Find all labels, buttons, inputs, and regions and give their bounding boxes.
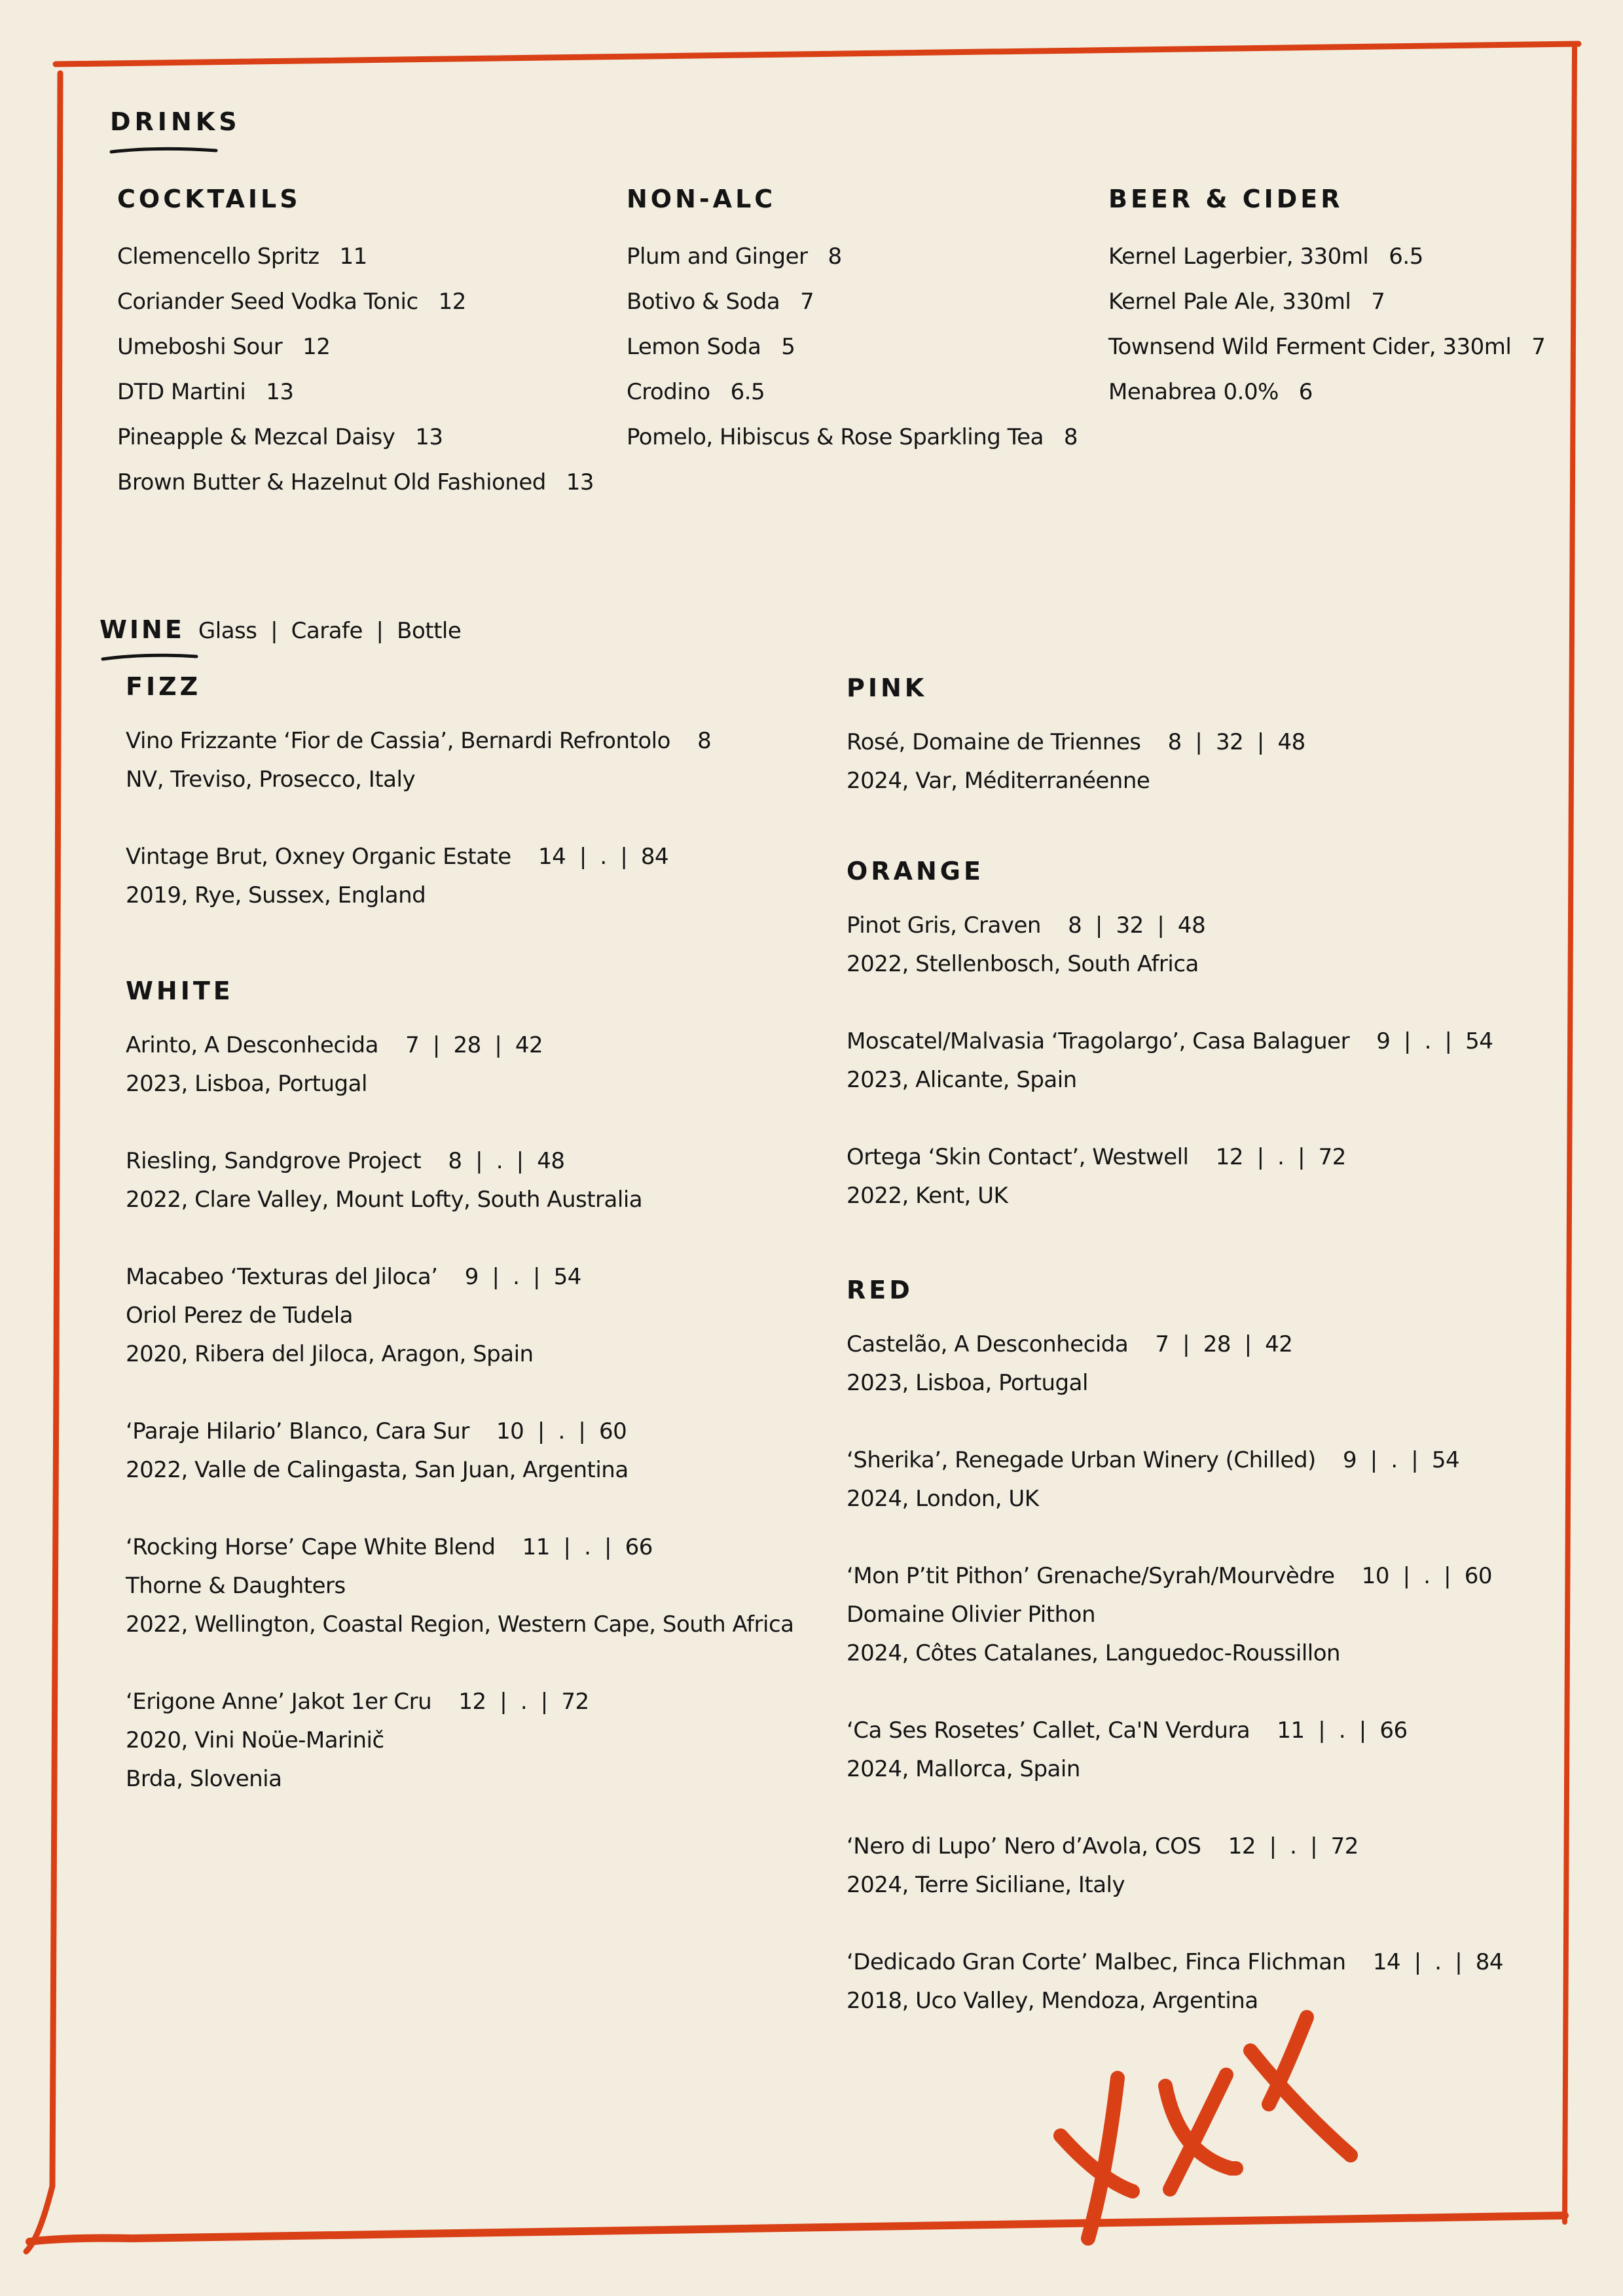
wine-name-price: ‘Nero di Lupo’ Nero d’Avola, COS 12 | . | 72 xyxy=(847,1833,1359,1859)
wine-name-price: ‘Ca Ses Rosetes’ Callet, Ca'N Verdura 11 | . | 66 xyxy=(847,1717,1408,1744)
section-heading: ORANGE xyxy=(847,857,984,886)
wine-entry xyxy=(126,1142,794,1219)
wine-entry xyxy=(126,1026,794,1103)
beer-cider-column xyxy=(1108,185,1545,415)
frame-left-line xyxy=(26,73,60,2251)
wine-name-price: ‘Mon P’tit Pithon’ Grenache/Syrah/Mourvèdre 10 | . | 60 xyxy=(847,1563,1492,1589)
wine-serving-sizes: Glass | Carafe | Bottle xyxy=(198,618,462,644)
frame-bottom-line xyxy=(29,2215,1565,2242)
wine-name-price: Pinot Gris, Craven 8 | 32 | 48 xyxy=(847,912,1206,939)
wine-entry xyxy=(126,1683,794,1799)
wine-detail: Brda, Slovenia xyxy=(126,1766,282,1792)
section-heading: WHITE xyxy=(126,977,234,1005)
wine-detail: 2018, Uco Valley, Mendoza, Argentina xyxy=(847,1988,1258,2014)
wine-name-price: Moscatel/Malvasia ‘Tragolargo’, Casa Balaguer 9 | . | 54 xyxy=(847,1028,1493,1054)
wine-detail: Domaine Olivier Pithon xyxy=(847,1602,1096,1628)
wine-entry xyxy=(126,1412,794,1490)
wine-name-price: Ortega ‘Skin Contact’, Westwell 12 | . | 72 xyxy=(847,1144,1346,1170)
wine-name-price: ‘Paraje Hilario’ Blanco, Cara Sur 10 | . | 60 xyxy=(126,1418,627,1444)
wine-detail: 2023, Alicante, Spain xyxy=(847,1067,1077,1093)
pink-section xyxy=(847,673,1305,839)
wine-entry xyxy=(126,722,711,799)
menu-item: Kernel Pale Ale, 330ml 7 xyxy=(1108,289,1385,315)
section-heading: FIZZ xyxy=(126,672,202,701)
wine-entry xyxy=(847,1943,1503,2020)
wine-name-price: Vino Frizzante ‘Fior de Cassia’, Bernardi Refrontolo 8 xyxy=(126,728,712,754)
section-heading: PINK xyxy=(847,673,928,702)
menu-item: Menabrea 0.0% 6 xyxy=(1108,379,1313,405)
wine-entry xyxy=(847,1827,1503,1905)
wine-detail: 2022, Kent, UK xyxy=(847,1183,1008,1209)
wine-name-price: ‘Sherika’, Renegade Urban Winery (Chilled) 9 | . | 54 xyxy=(847,1447,1460,1473)
wine-detail: 2022, Stellenbosch, South Africa xyxy=(847,951,1199,977)
wine-entry xyxy=(126,1528,794,1644)
wine-detail: 2020, Vini Noüe-Marinič xyxy=(126,1727,384,1753)
orange-section xyxy=(847,857,1493,1254)
menu-item: Townsend Wild Ferment Cider, 330ml 7 xyxy=(1108,334,1546,360)
white-section xyxy=(126,977,794,1837)
non-alc-column xyxy=(627,185,1078,460)
frame-right-line xyxy=(1565,47,1575,2222)
wine-detail: 2022, Clare Valley, Mount Lofty, South Australia xyxy=(126,1187,643,1213)
wine-detail: 2024, Mallorca, Spain xyxy=(847,1756,1080,1782)
wine-name-price: Macabeo ‘Texturas del Jiloca’ 9 | . | 54 xyxy=(126,1264,581,1290)
wine-name-price: Arinto, A Desconhecida 7 | 28 | 42 xyxy=(126,1032,543,1058)
drinks-underline xyxy=(111,149,216,152)
wine-title: WINE xyxy=(100,615,185,644)
menu-item: Crodino 6.5 xyxy=(627,379,765,405)
column-heading: NON-ALC xyxy=(627,185,776,213)
wine-detail: 2023, Lisboa, Portugal xyxy=(126,1071,367,1097)
wine-detail: 2024, Côtes Catalanes, Languedoc-Roussillon xyxy=(847,1640,1341,1666)
wine-name-price: ‘Erigone Anne’ Jakot 1er Cru 12 | . | 72 xyxy=(126,1689,589,1715)
wine-entry xyxy=(126,1258,794,1374)
wine-entry xyxy=(847,1325,1503,1403)
menu-item: Botivo & Soda 7 xyxy=(627,289,814,315)
wine-detail: 2023, Lisboa, Portugal xyxy=(847,1370,1088,1396)
menu-item: Plum and Ginger 8 xyxy=(627,243,842,270)
cocktails-column xyxy=(117,185,594,505)
menu-item: Lemon Soda 5 xyxy=(627,334,795,360)
column-heading: BEER & CIDER xyxy=(1108,185,1343,213)
wine-name-price: ‘Dedicado Gran Corte’ Malbec, Finca Flichman 14 | . | 84 xyxy=(847,1949,1504,1975)
wine-detail: NV, Treviso, Prosecco, Italy xyxy=(126,766,416,793)
fizz-section xyxy=(126,672,711,954)
wine-entry xyxy=(847,1022,1493,1100)
wine-name-price: Rosé, Domaine de Triennes 8 | 32 | 48 xyxy=(847,729,1305,755)
section-heading: RED xyxy=(847,1276,913,1304)
menu-item: Brown Butter & Hazelnut Old Fashioned 13 xyxy=(117,469,594,495)
wine-entry xyxy=(847,1138,1493,1215)
wine-name-price: Castelão, A Desconhecida 7 | 28 | 42 xyxy=(847,1331,1293,1357)
drinks-title: DRINKS xyxy=(110,107,241,136)
menu-item: Umeboshi Sour 12 xyxy=(117,334,331,360)
menu-item: Kernel Lagerbier, 330ml 6.5 xyxy=(1108,243,1423,270)
wine-detail: Thorne & Daughters xyxy=(126,1573,346,1599)
wine-entry xyxy=(847,723,1305,800)
wine-name-price: ‘Rocking Horse’ Cape White Blend 11 | . | 66 xyxy=(126,1534,653,1560)
wine-entry xyxy=(847,1557,1503,1673)
wine-entry xyxy=(847,906,1493,984)
wine-detail: Oriol Perez de Tudela xyxy=(126,1302,353,1329)
wine-detail: 2024, London, UK xyxy=(847,1486,1039,1512)
menu-item: Pineapple & Mezcal Daisy 13 xyxy=(117,424,443,450)
wine-header xyxy=(100,615,461,644)
menu-item: Coriander Seed Vodka Tonic 12 xyxy=(117,289,466,315)
frame-top-line xyxy=(56,44,1578,64)
wine-detail: 2024, Var, Méditerranéenne xyxy=(847,768,1150,794)
column-heading: COCKTAILS xyxy=(117,185,301,213)
wine-detail: 2022, Valle de Calingasta, San Juan, Argentina xyxy=(126,1457,629,1483)
wine-detail: 2019, Rye, Sussex, England xyxy=(126,882,426,908)
wine-detail: 2022, Wellington, Coastal Region, Western Cape, South Africa xyxy=(126,1611,794,1638)
wine-detail: 2024, Terre Siciliane, Italy xyxy=(847,1872,1125,1898)
wine-entry xyxy=(847,1441,1503,1518)
wine-underline xyxy=(103,655,196,659)
menu-item: Pomelo, Hibiscus & Rose Sparkling Tea 8 xyxy=(627,424,1078,450)
menu-item: Clemencello Spritz 11 xyxy=(117,243,367,270)
red-section xyxy=(847,1276,1503,2059)
wine-name-price: Riesling, Sandgrove Project 8 | . | 48 xyxy=(126,1148,565,1174)
wine-name-price: Vintage Brut, Oxney Organic Estate 14 | . | 84 xyxy=(126,844,669,870)
wine-entry xyxy=(126,838,711,915)
wine-detail: 2020, Ribera del Jiloca, Aragon, Spain xyxy=(126,1341,534,1367)
wine-entry xyxy=(847,1712,1503,1789)
menu-item: DTD Martini 13 xyxy=(117,379,294,405)
